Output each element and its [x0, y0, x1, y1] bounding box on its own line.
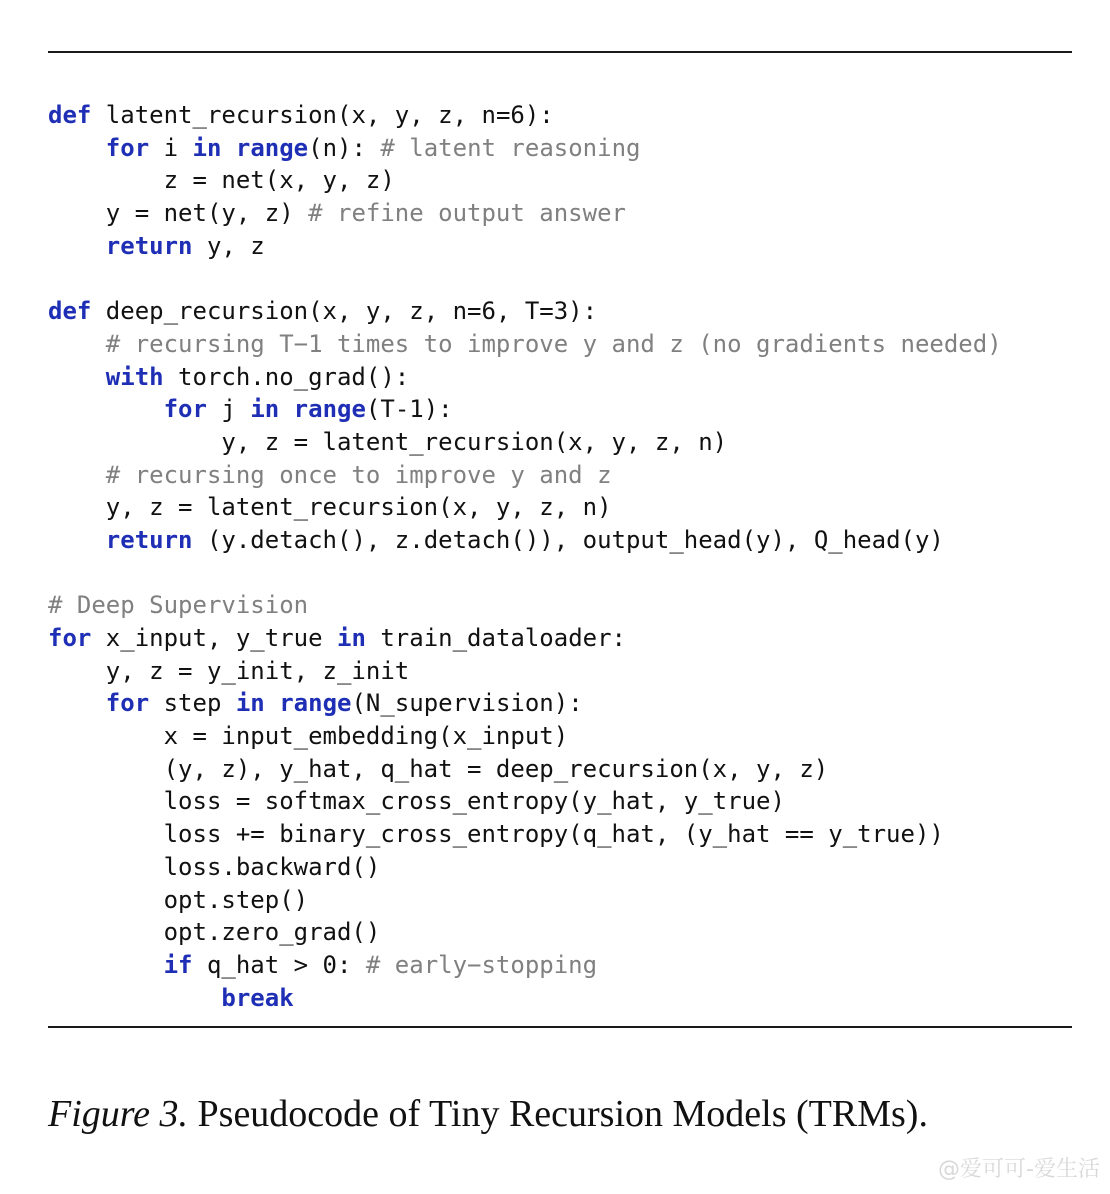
figure-label: Figure 3.	[48, 1093, 189, 1135]
code-keyword: for	[105, 133, 150, 162]
code-text	[48, 395, 164, 423]
code-keyword: break	[221, 983, 294, 1012]
code-text	[48, 951, 164, 979]
code-line	[48, 524, 1002, 557]
code-text: opt.step()	[48, 885, 309, 914]
code-line	[48, 361, 1002, 394]
code-text: (y, z), y_hat, q_hat = deep_recursion(x, y, z)	[48, 754, 829, 783]
code-keyword: with	[105, 362, 164, 391]
code-text	[48, 330, 106, 358]
code-line	[48, 785, 1002, 818]
code-line	[48, 851, 1002, 884]
code-text: (T-1):	[365, 395, 453, 424]
code-text: train_dataloader:	[365, 624, 626, 652]
code-line	[48, 589, 1002, 622]
code-text	[48, 526, 106, 554]
code-text: x = input_embedding(x_input)	[48, 722, 569, 751]
code-text	[48, 689, 106, 717]
code-text: z = net(x, y, z)	[48, 166, 395, 195]
code-line	[48, 459, 1002, 492]
code-text	[48, 232, 106, 260]
code-line	[48, 622, 1002, 655]
code-text	[48, 134, 106, 162]
code-text: y = net(y, z)	[48, 199, 309, 228]
code-line	[48, 753, 1002, 786]
code-text: torch.no_grad():	[163, 362, 410, 391]
code-keyword: in	[235, 689, 265, 718]
code-text: step	[149, 689, 236, 718]
code-line	[48, 230, 1002, 263]
code-keyword: for	[163, 395, 207, 424]
code-line	[48, 949, 1002, 982]
code-text: (y.detach(), z.detach()), output_head(y), Q_head(y)	[192, 525, 944, 554]
code-line	[48, 687, 1002, 720]
code-comment: # early−stopping	[365, 950, 598, 979]
code-keyword: def	[48, 297, 92, 326]
top-rule	[48, 51, 1072, 53]
code-comment: # refine output answer	[308, 199, 626, 228]
code-line	[48, 328, 1002, 361]
code-comment: # Deep Supervision	[48, 591, 309, 620]
code-line	[48, 132, 1002, 165]
code-text: loss += binary_cross_entropy(q_hat, (y_hat == y_true))	[48, 820, 944, 849]
code-comment: # recursing once to improve y and z	[105, 460, 612, 489]
code-keyword: in	[250, 395, 280, 424]
code-text: loss = softmax_cross_entropy(y_hat, y_true)	[48, 787, 785, 816]
blank-line	[48, 262, 1002, 295]
code-text: y, z = latent_recursion(x, y, z, n)	[48, 427, 728, 456]
watermark: @爱可可-爱生活	[938, 1157, 1100, 1182]
code-text: y, z = y_init, z_init	[48, 656, 410, 685]
code-text: x_input, y_true	[91, 624, 337, 652]
code-text	[48, 461, 106, 489]
code-text: i	[149, 133, 193, 162]
code-line	[48, 393, 1002, 426]
code-keyword: in	[337, 624, 366, 652]
code-keyword: for	[105, 689, 150, 718]
code-line	[48, 720, 1002, 753]
code-line	[48, 197, 1002, 230]
code-text	[221, 134, 235, 162]
code-line	[48, 426, 1002, 459]
code-comment: # recursing T−1 times to improve y and z (no gradients needed)	[105, 329, 1002, 358]
code-comment: # latent reasoning	[380, 133, 641, 162]
code-text: y, z	[192, 231, 265, 260]
caption-text: Pseudocode of Tiny Recursion Models (TRMs).	[188, 1093, 928, 1135]
code-keyword: range	[235, 133, 309, 162]
code-text	[279, 395, 293, 423]
code-line	[48, 491, 1002, 524]
code-text: opt.zero_grad()	[48, 918, 381, 947]
code-text	[48, 363, 106, 391]
code-line	[48, 884, 1002, 917]
code-line	[48, 164, 1002, 197]
code-text: j	[206, 395, 251, 424]
code-keyword: if	[163, 950, 193, 979]
code-keyword: for	[48, 624, 92, 652]
code-text: (n):	[308, 133, 381, 162]
code-line	[48, 916, 1002, 949]
code-text	[265, 689, 279, 717]
bottom-rule	[48, 1026, 1072, 1028]
figure-caption	[48, 1092, 928, 1136]
code-line	[48, 818, 1002, 851]
code-keyword: range	[293, 395, 366, 424]
code-line	[48, 295, 1002, 328]
code-line	[48, 655, 1002, 688]
code-text: deep_recursion(x, y, z, n=6, T=3):	[91, 297, 598, 326]
code-line	[48, 982, 1002, 1015]
code-keyword: def	[48, 101, 92, 129]
pseudocode-block	[48, 99, 1002, 1014]
blank-line	[48, 557, 1002, 590]
code-text: loss.backward()	[48, 852, 381, 881]
code-keyword: return	[105, 231, 193, 260]
code-text: (N_supervision):	[351, 689, 583, 718]
code-keyword: in	[192, 133, 222, 162]
code-keyword: return	[105, 525, 193, 554]
code-text: q_hat > 0:	[192, 950, 366, 979]
code-text	[48, 984, 221, 1012]
code-line	[48, 99, 1002, 132]
code-text: latent_recursion(x, y, z, n=6):	[91, 101, 554, 129]
code-keyword: range	[279, 689, 352, 718]
code-text: y, z = latent_recursion(x, y, z, n)	[48, 493, 612, 522]
